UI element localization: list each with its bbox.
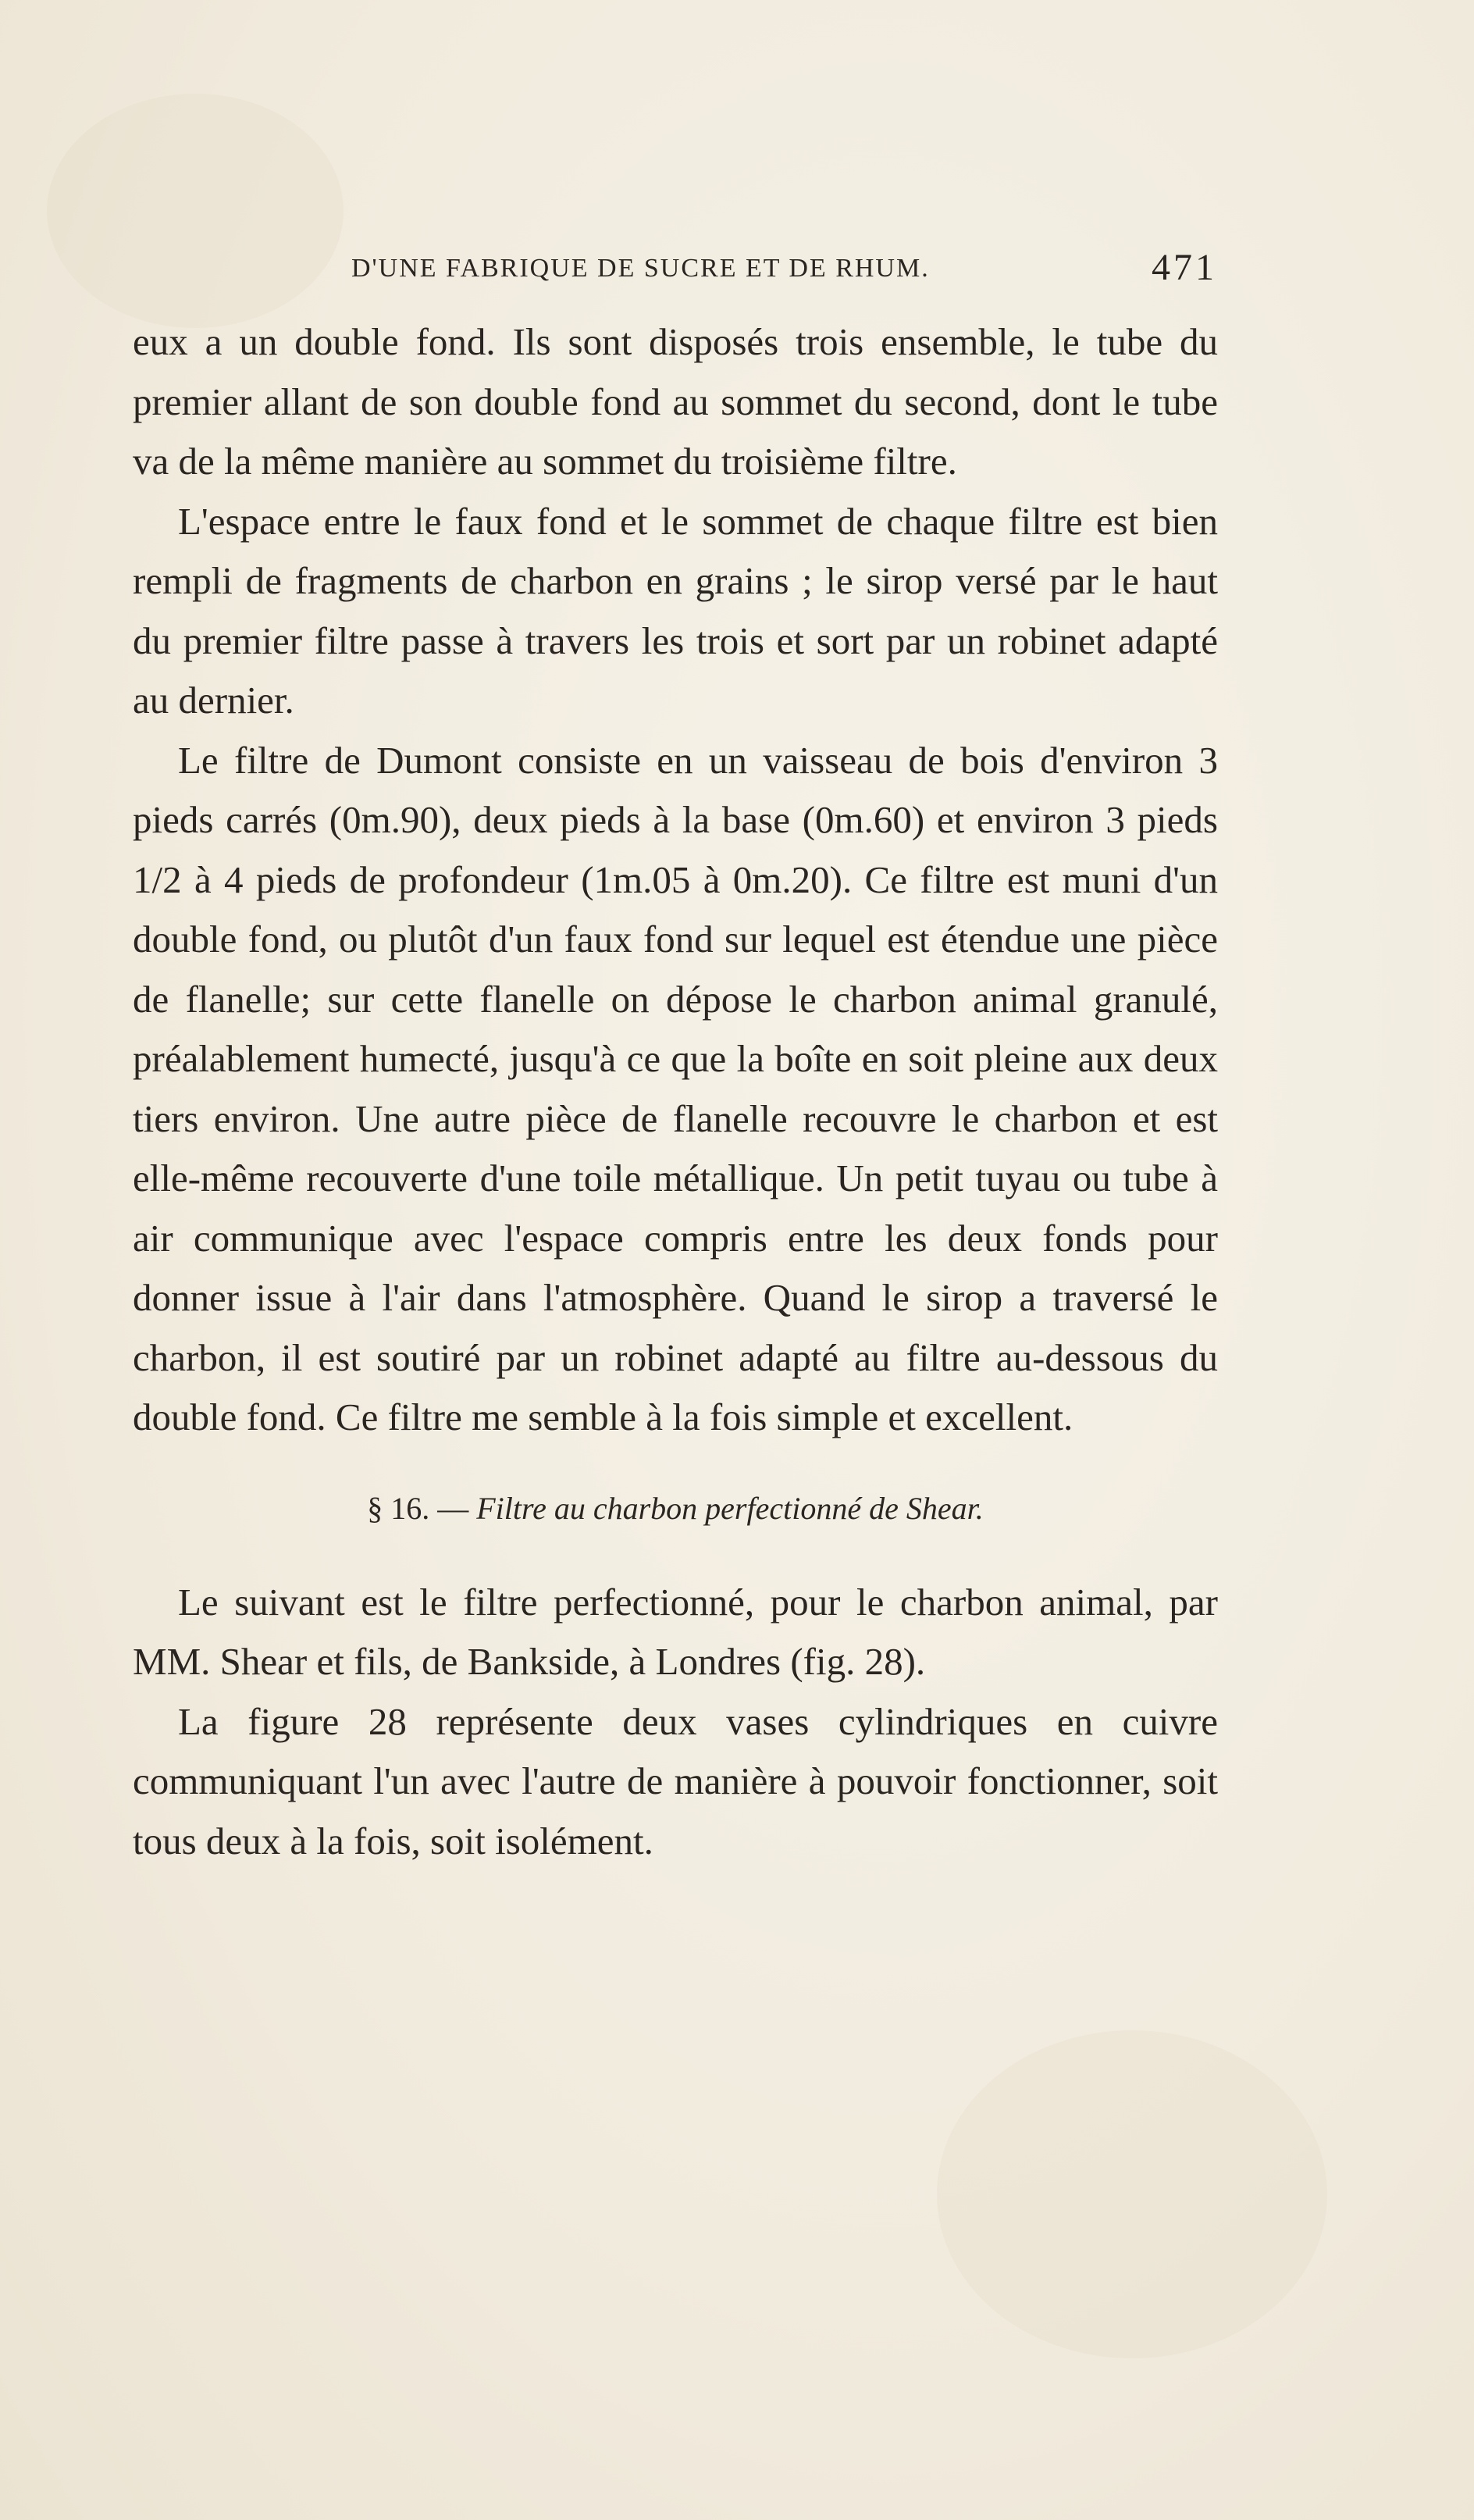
running-head [125, 246, 1218, 293]
paper-stain [937, 2030, 1327, 2358]
section-mark: § 16. — [367, 1490, 477, 1526]
paragraph: Le filtre de Dumont consiste en un vaisseau de bois d'environ 3 pieds carrés (0m.90), deux pieds à la base (0m.60) et environ 3 pieds 1/2 à 4 pieds de profondeur (1m.05 à 0m.20). Ce filtre est muni d'un double fond, ou plutôt d'un faux fond sur lequel est étendue une pièce de flanelle; sur cette flanelle on dépose le charbon animal granulé, préalablement humecté, jusqu'à ce que la boîte en soit pleine aux deux tiers environ. Une autre pièce de flanelle recouvre le charbon et est elle-même recouverte d'une toile métallique. Un petit tuyau ou tube à air communique avec l'espace compris entre les deux fonds pour donner issue à l'air dans l'atmosphère. Quand le sirop a traversé le charbon, il est soutiré par un robinet adapté au filtre au-dessous du double fond. Ce filtre me semble à la fois simple et excellent. [133, 738, 1218, 1438]
section-heading [133, 1485, 1218, 1532]
paragraph: eux a un double fond. Ils sont disposés trois ensemble, le tube du premier allant de son double fond au sommet du second, dont le tube va de la même manière au sommet du troisième filtre. [133, 320, 1218, 483]
paragraph: L'espace entre le faux fond et le sommet de chaque filtre est bien rempli de fragments de charbon en grains ; le sirop versé par le haut du premier filtre passe à travers les trois et sort par un robinet adapté au dernier. [133, 499, 1218, 722]
paper-stain [47, 94, 344, 328]
section-title: Filtre au charbon perfectionné de Shear. [476, 1490, 984, 1526]
main-text [133, 312, 1218, 1871]
page-number: 471 [1152, 247, 1217, 288]
paragraph: La figure 28 représente deux vases cylindriques en cuivre communiquant l'un avec l'autre de manière à pouvoir fonctionner, soit tous deux à la fois, soit isolément. [133, 1699, 1218, 1862]
running-title: D'UNE FABRIQUE DE SUCRE ET DE RHUM. [351, 254, 930, 283]
paragraph: Le suivant est le filtre perfectionné, pour le charbon animal, par MM. Shear et fils, de Bankside, à Londres (fig. 28). [133, 1580, 1218, 1683]
